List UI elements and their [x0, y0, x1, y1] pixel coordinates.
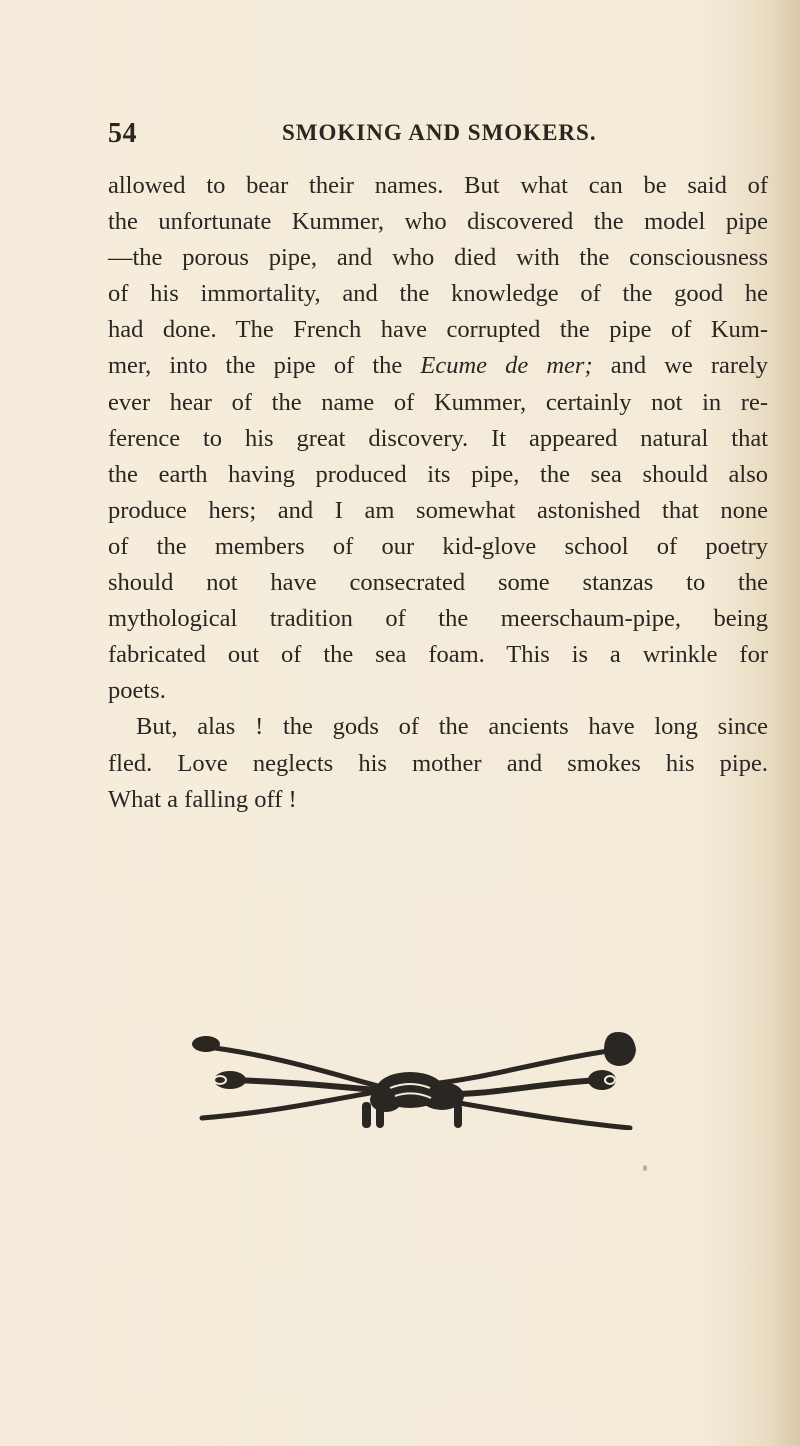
page-number: 54	[108, 118, 137, 149]
text-line: —the porous pipe, and who died with the consciousness	[108, 244, 768, 272]
text-line: fled. Love neglects his mother and smokes his pipe.	[108, 749, 768, 777]
running-title: SMOKING AND SMOKERS.	[282, 120, 597, 145]
body-text	[108, 168, 768, 818]
text-line	[108, 348, 768, 384]
text-line: mythological tradition of the meerschaum-pipe, being	[108, 605, 768, 633]
paragraph-end-line: What a falling off !	[108, 785, 297, 813]
text-line: ever hear of the name of Kummer, certainly not in re-	[108, 388, 768, 416]
paragraph-start-line: But, alas ! the gods of the ancients have long since	[136, 713, 768, 741]
text-line: allowed to bear their names. But what can be said of	[108, 172, 768, 199]
text-line: the earth having produced its pipe, the sea should also	[108, 460, 768, 488]
paragraph-end-line: poets.	[108, 677, 166, 705]
text-line: fabricated out of the sea foam. This is a wrinkle for	[108, 641, 768, 669]
text-line: produce hers; and I am somewhat astonished that none	[108, 496, 768, 524]
text-line: of the members of our kid-glove school of poetry	[108, 532, 768, 560]
paper-spot	[643, 1165, 647, 1171]
text-run: mer, into the pipe of the	[108, 352, 421, 380]
text-line: the unfortunate Kummer, who discovered the model pipe	[108, 208, 768, 236]
crossed-pipes-icon	[190, 1018, 640, 1130]
text-line: should not have consecrated some stanzas to the	[108, 569, 768, 597]
text-line: of his immortality, and the knowledge of the good he	[108, 280, 768, 308]
text-line: had done. The French have corrupted the pipe of Kum-	[108, 316, 768, 344]
running-head	[108, 118, 768, 158]
italic-phrase: Ecume de mer;	[420, 352, 593, 380]
text-line: ference to his great discovery. It appeared natural that	[108, 424, 768, 452]
text-run: and we rarely	[592, 352, 768, 380]
